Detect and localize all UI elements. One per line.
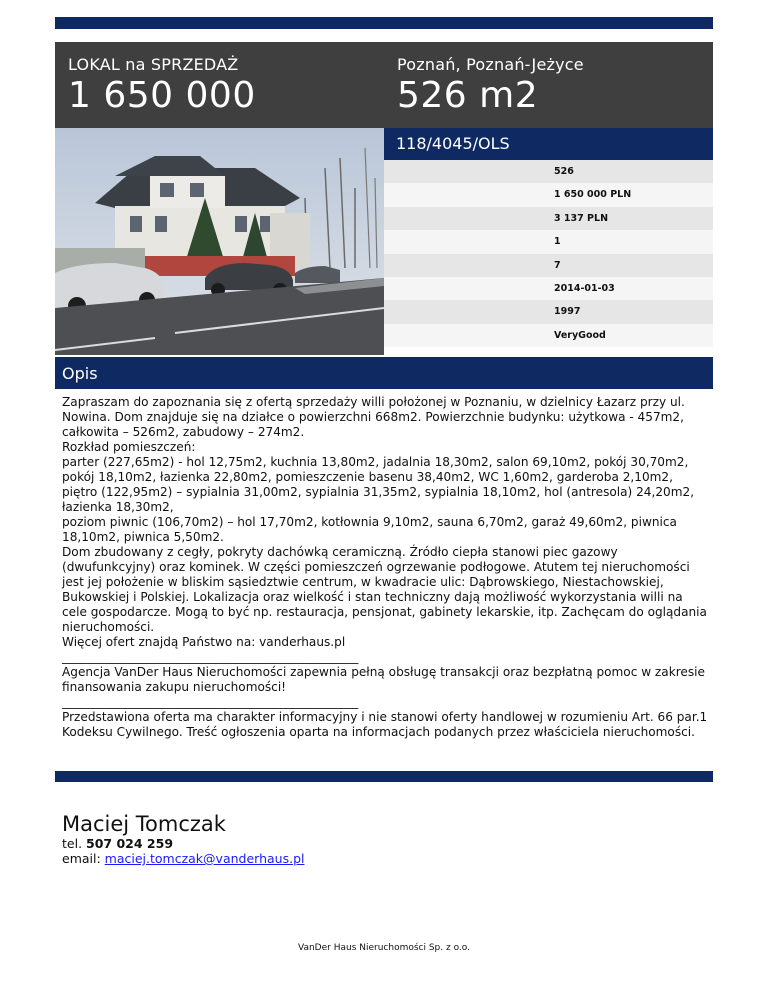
description-divider: _________________________________________________	[62, 650, 359, 664]
description-paragraph: Dom zbudowany z cegły, pokryty dachówką ceramiczną. Źródło ciepła stanowi piec gazowy (dwufunkcyjny) oraz kominek. W części pomieszczeń ogrzewanie podłogowe. Atutem tej nieruchomości jest jej położenie w bliskim sąsiedztwie centrum, w kwadracie ulic: Dąbrowskiego, Niestachowskiej, Bukowskiej i Polskiej. Lokalizacja oraz wielkość i stan techniczny dają możliwość wykorzystania willi na cele gospodarcze. Mogą to być np. restauracja, pensjonat, gabinety lekarskie, itp. Zachęcam do oglądania nieruchomości.	[62, 545, 707, 634]
header-right	[397, 42, 584, 128]
listing-location: Poznań, Poznań-Jeżyce	[397, 55, 584, 74]
agent-email-link[interactable]: maciej.tomczak@vanderhaus.pl	[104, 851, 305, 866]
header-left	[68, 42, 256, 128]
listing-type: LOKAL na SPRZEDAŻ	[68, 55, 239, 74]
description	[62, 395, 710, 740]
property-photo	[55, 128, 384, 355]
agent-email-line	[62, 851, 662, 866]
detail-row: 1 650 000 PLN	[384, 183, 713, 206]
top-bar	[55, 17, 713, 29]
agent-name: Maciej Tomczak	[62, 812, 226, 836]
property-photo-image	[55, 128, 384, 355]
agent-phone: 507 024 259	[86, 836, 174, 851]
description-paragraph: poziom piwnic (106,70m2) – hol 17,70m2, kotłownia 9,10m2, sauna 6,70m2, garaż 49,60m2, piwnica 18,10m2, piwnica 5,50m2.	[62, 515, 677, 544]
agent-phone-line	[62, 836, 662, 851]
description-paragraph: Agencja VanDer Haus Nieruchomości zapewnia pełną obsługę transakcji oraz bezpłatną pomoc w zakresie finansowania zakupu nieruchomości!	[62, 665, 705, 694]
listing-header	[55, 42, 713, 128]
description-paragraph: piętro (122,95m2) – sypialnia 31,00m2, sypialnia 31,35m2, sypialnia 18,10m2, hol (antresola) 24,20m2, łazienka 18,30m2,	[62, 485, 695, 514]
reference-number: 118/4045/OLS	[384, 128, 713, 160]
detail-row: 526	[384, 160, 713, 183]
description-paragraph: Rozkład pomieszczeń:	[62, 440, 196, 454]
detail-row: 1	[384, 230, 713, 253]
bottom-bar	[55, 771, 713, 782]
detail-row: 3 137 PLN	[384, 207, 713, 230]
description-paragraph: Zapraszam do zapoznania się z ofertą sprzedaży willi położonej w Poznaniu, w dzielnicy Łazarz przy ul. Nowina. Dom znajduje się na działce o powierzchni 668m2. Powierzchnie budynku: użytkowa - 457m2, całkowita – 526m2, zabudowy – 274m2.	[62, 395, 685, 439]
detail-row: 1997	[384, 300, 713, 323]
listing-area: 526 m2	[397, 75, 539, 116]
footer-company: VanDer Haus Nieruchomości Sp. z o.o.	[298, 943, 470, 953]
details-table	[384, 160, 713, 347]
description-paragraph: Więcej ofert znajdą Państwo na: vanderhaus.pl	[62, 635, 346, 649]
phone-label: tel.	[62, 836, 83, 851]
detail-row: 2014-01-03	[384, 277, 713, 300]
description-divider: _________________________________________________	[62, 695, 359, 709]
detail-row: 7	[384, 254, 713, 277]
description-paragraph: Przedstawiona oferta ma charakter informacyjny i nie stanowi oferty handlowej w rozumieniu Art. 66 par.1 Kodeksu Cywilnego. Treść ogłoszenia oparta na informacjach podanych przez właściciela nieruchomości.	[62, 710, 708, 739]
description-paragraph: parter (227,65m2) - hol 12,75m2, kuchnia 13,80m2, jadalnia 18,30m2, salon 69,10m2, pokój 30,70m2, pokój 18,10m2, łazienka 22,80m2, pomieszczenie basenu 38,40m2, WC 1,60m2, garderoba 2,10m2,	[62, 455, 689, 484]
email-label: email:	[62, 851, 101, 866]
detail-row: VeryGood	[384, 324, 713, 347]
section-title: Opis	[55, 357, 713, 389]
agent-contact	[62, 812, 662, 866]
listing-price: 1 650 000	[68, 75, 256, 116]
